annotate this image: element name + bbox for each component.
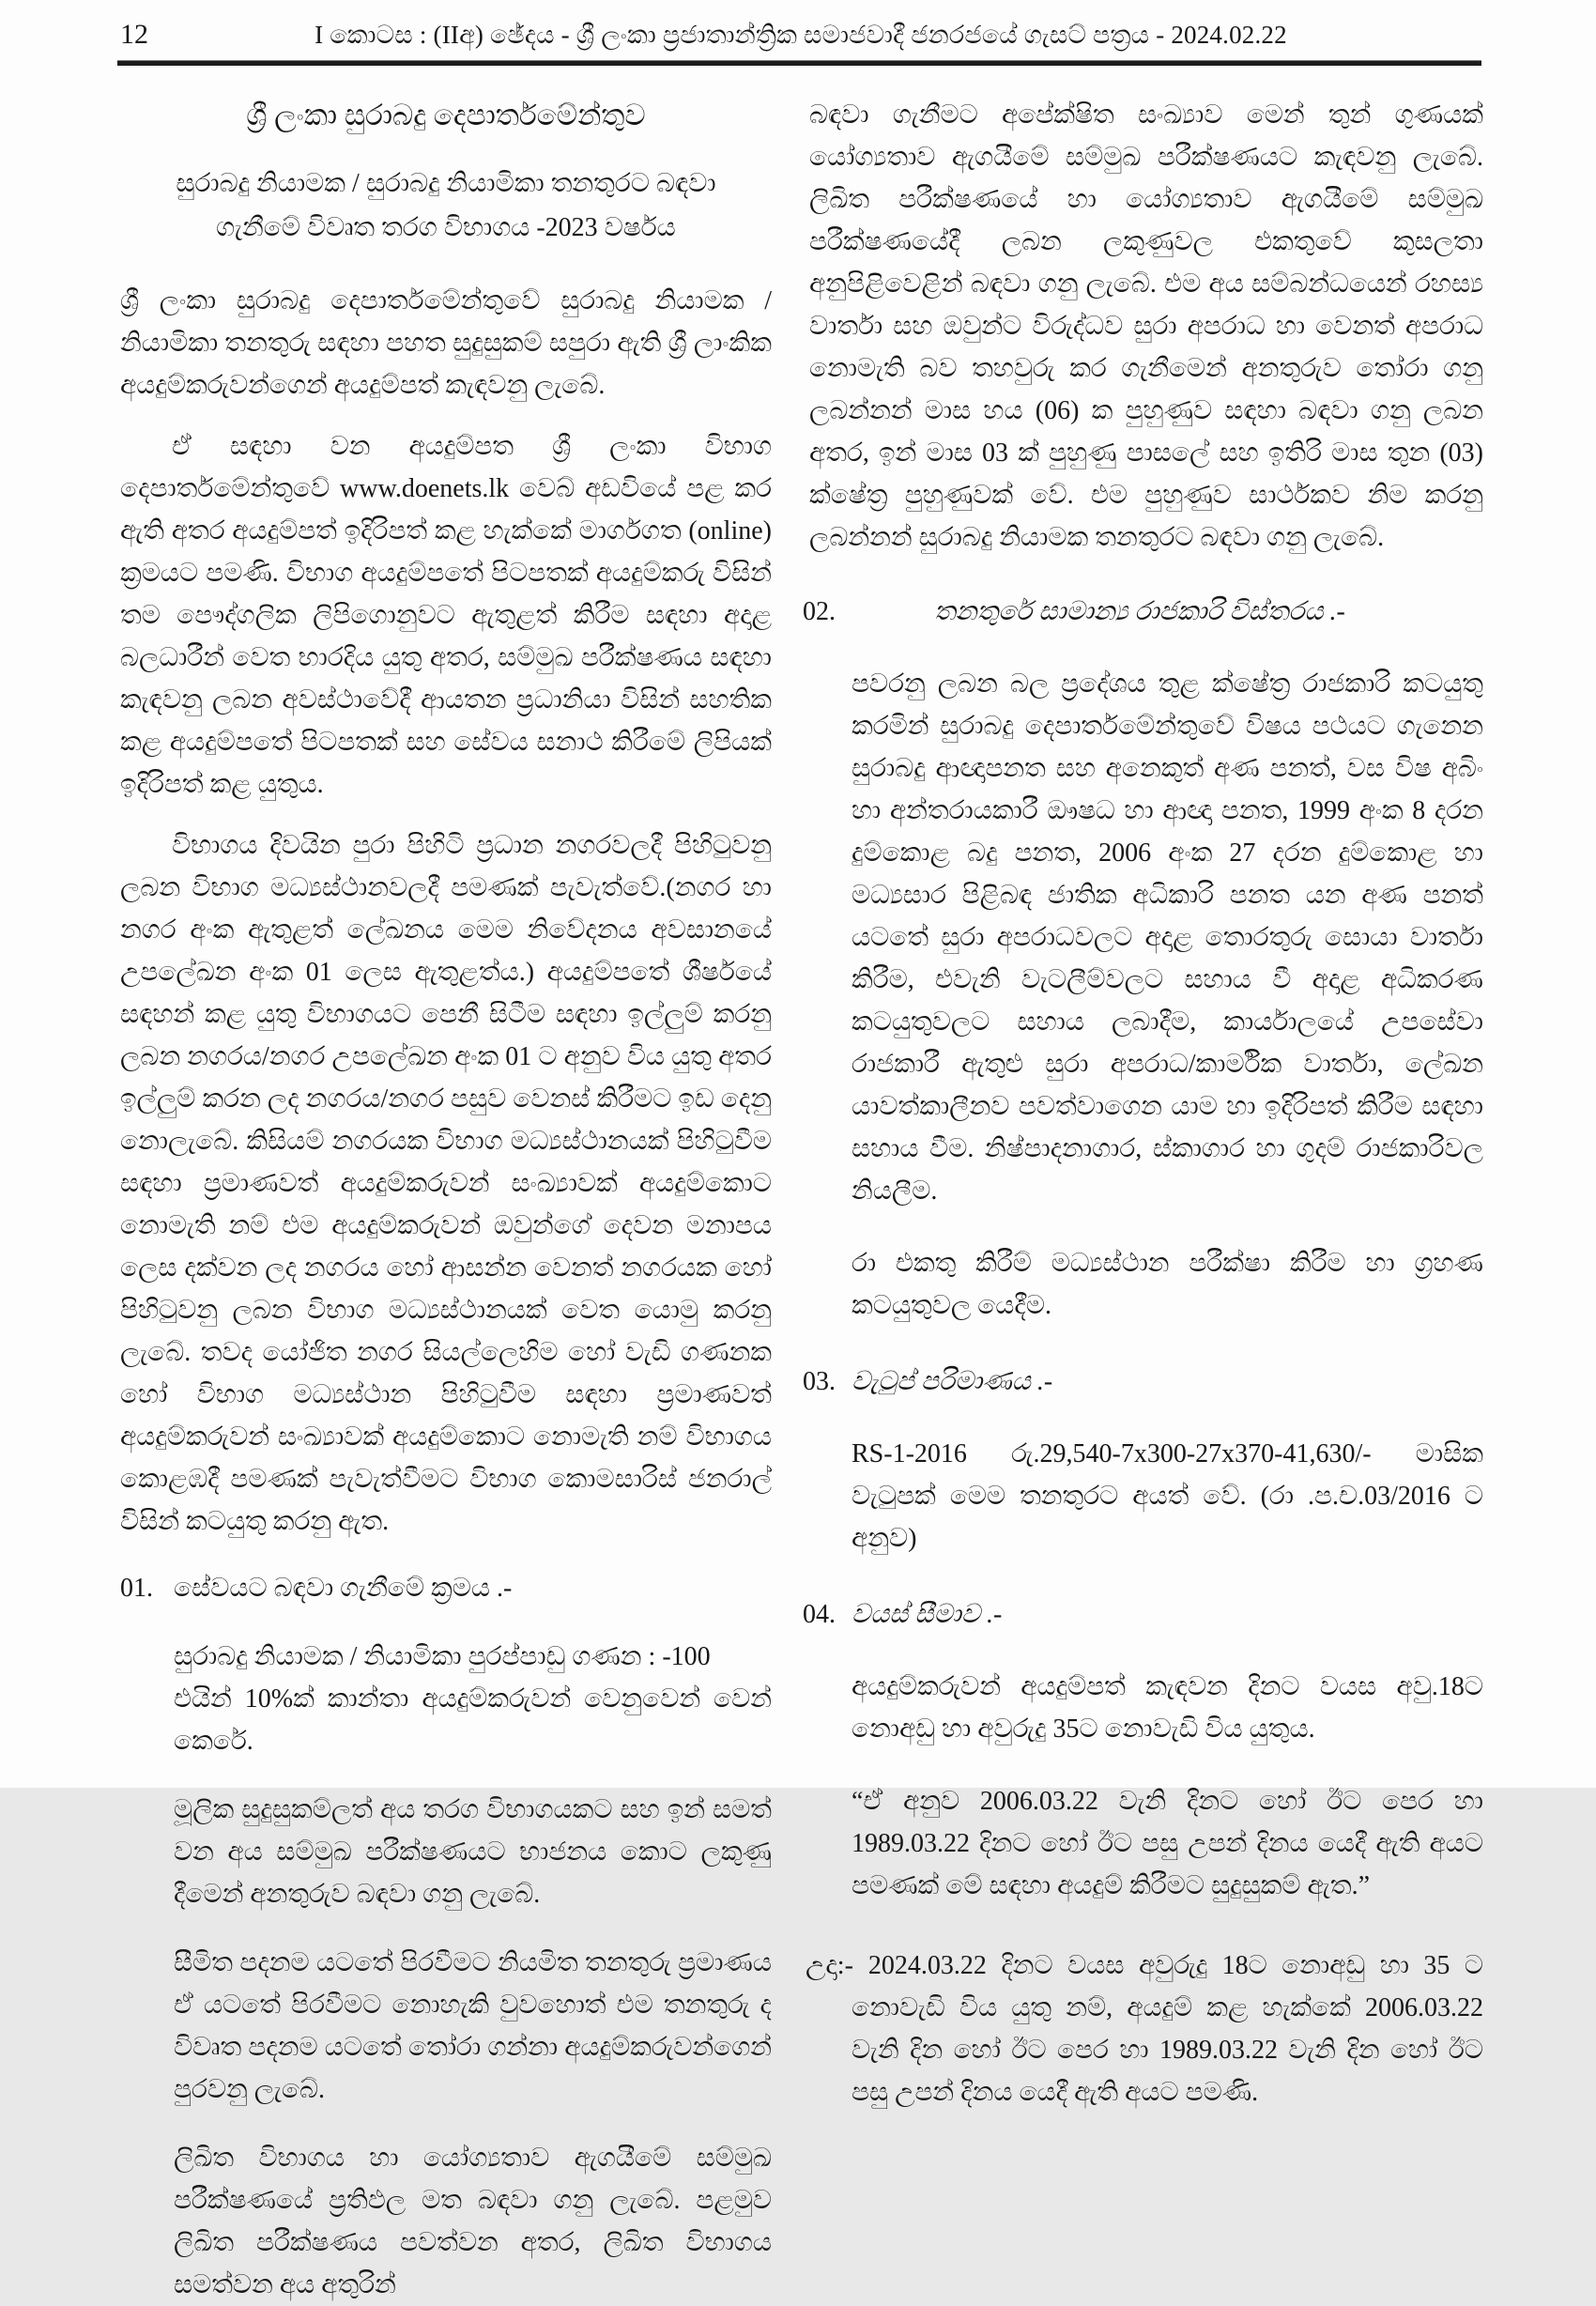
page-header [120, 19, 1481, 51]
toddy-centres-paragraph: රා එකතු කිරීම් මධ්‍යස්ථාන පරීක්ෂා කිරීම හා ග්‍රහණ කටයුතුවල යෙදීම. [852, 1249, 1483, 1320]
example-paragraph [806, 1945, 1483, 2114]
continuation-paragraph: බඳවා ගැනීමට අපේක්ෂිත සංඛ්‍යාව මෙන් තුන් ගුණයක් යෝග්‍යතාව ඇගයීමේ සම්මුඛ පරීක්ෂණයට කැඳවනු ලැබේ. ලිඛිත පරීක්ෂණයේ හා යෝග්‍යතාව ඇගයීමේ සම්මුඛ පරීක්ෂණයේදී ලබන ලකුණුවල එකතුවේ කුසලතා අනුපිළිවෙළින් බඳවා ගනු ලැබේ. එම අය සම්බන්ධයෙන් රහස්‍ය වාර්තා සහ ඔවුන්ට විරුද්ධව සුරා අපරාධ හා වෙනත් අපරාධ නොමැති බව තහවුරු කර ගැනීමෙන් අනතුරුව තෝරා ගනු ලබන්නන් මාස හය (06) ක පුහුණුව සඳහා බඳවා ගනු ලබන අතර, ඉන් මාස 03 ක් පුහුණු පාසලේ සහ ඉතිරි මාස තුන (03) ක්ෂේත්‍ර පුහුණුවක් වේ. එම පුහුණුව සාර්ථකව නිම කරනු ලබන්නන් සුරාබදු නියාමක තනතුරට බඳවා ගනු ලැබේ. [809, 100, 1483, 552]
age-limit-paragraph: අයදුම්කරුවන් අයදුම්පත් කැඳවන දිනට වයස අවු.18ට නොඅඩු හා අවුරුදු 35ට නොවැඩි විය යුතුය. [852, 1672, 1483, 1744]
section-03-number: 03. [803, 1367, 836, 1396]
intro-paragraph: ශ්‍රී ලංකා සුරාබදු දෙපාර්තමේන්තුවේ සුරාබදු නියාමක / නියාමිකා තනතුරු සඳහා පහත සුදුසුකම් සපුරා ඇති ශ්‍රී ලාංකික අයදුම්කරුවන්ගෙන් අයදුම්පත් කැඳවනු ලැබේ. [120, 286, 772, 400]
salary-scale-paragraph: RS-1-2016 රු.29,540-7x300-27x370-41,630/- මාසික වැටුපක් මෙම තනතුරට අයත් වේ. (රා .ප.ච.03/2016 ට අනුව) [852, 1439, 1483, 1553]
header-rule-divider [117, 60, 1481, 66]
page-number: 12 [120, 19, 148, 50]
limited-basis-paragraph: සීමිත පදනම යටතේ පිරවීමට නියමිත තනතුරු ප්‍රමාණය ඒ යටතේ පිරවීමට නොහැකි වුවහොත් එම තනතුරු ද විවෘත පදනම යටතේ තෝරා ගන්නා අයදුම්කරුවන්ගෙන් පුරවනු ලැබේ. [174, 1948, 772, 2104]
section-04-number: 04. [803, 1600, 836, 1629]
section-02-row [791, 591, 1483, 633]
right-column [791, 81, 1483, 2114]
left-column [120, 81, 772, 2306]
application-method-paragraph: ඒ සඳහා වන අයදුම්පත ශ්‍රී ලංකා විභාග දෙපාර්තමේන්තුවේ www.doenets.lk වෙබ් අඩවියේ පළ කර ඇති අතර අයදුම්පත් ඉදිරිපත් කළ හැක්කේ මාර්ගගත (online) ක්‍රමයට පමණි. විභාග අයදුම්පතේ පිටපතක් අයදුම්කරු විසින් තම පෞද්ගලික ලිපිගොනුවට ඇතුළත් කිරීම සඳහා අදාළ බලධාරීන් වෙත භාරදිය යුතු අතර, සම්මුඛ පරීක්ෂණය සඳහා කැඳවනු ලබන අවස්ථාවේදී ආයතන ප්‍රධානියා විසින් සහතික කළ අයදුම්පතේ පිටපතක් සහ සේවය සනාථ කිරීමේ ලිපියක් ඉදිරිපත් කළ යුතුය. [120, 432, 772, 799]
section-01-row [120, 1567, 772, 1609]
section-01-heading: සේවයට බඳවා ගැනීමේ ක්‍රමය .- [174, 1574, 513, 1603]
notice-subtitle [120, 161, 772, 250]
duties-paragraph: පවරනු ලබන බල ප්‍රදේශය තුළ ක්ෂේත්‍ර රාජකාරි කටයුතු කරමින් සුරාබදු දෙපාර්තමේන්තුවේ විෂය පථයට ගැනෙන සුරාබදු ආඥාපනත සහ අනෙකුත් අණ පනත්, වස විෂ අබිං හා අන්තරායකාරී ඖෂධ හා ආඥා පනත, 1999 අංක 8 දරන දුම්කොළ බදු පනත, 2006 අංක 27 දරන දුම්කොළ හා මධ්‍යසාර පිළිබඳ ජාතික අධිකාරි පනත යන අණ පනත් යටතේ සුරා අපරාධවලට අදාළ තොරතුරු සොයා වාර්තා කිරීම, එවැනි වැටලීම්වලට සහාය වී අදාළ අධිකරණ කටයුතුවලට සහාය ලබාදීම, කාර්යාලයේ උපසේවා රාජකාරී ඇතුළු සුරා අපරාධ/කාර්මික වාර්තා, ලේඛන යාවත්කාලීනව පවත්වාගෙන යාම හා ඉදිරිපත් කිරීම සඳහා සහාය වීම. නිෂ්පාදනාගාර, ස්කාගාර හා ගුදම් රාජකාරිවල නියලීම. [852, 669, 1483, 1206]
section-03-heading: වැටුප් පරිමාණය .- [852, 1367, 1053, 1396]
notice-subtitle-line2: ගැනීමේ විවෘත තරග විභාගය -2023 වර්ෂය [216, 213, 676, 242]
section-01-number: 01. [120, 1574, 153, 1603]
vacancy-count-line: සුරාබදු නියාමක / නියාමිකා පුරප්පාඩු ගණන : -100 [174, 1642, 711, 1671]
exam-centres-paragraph: විභාගය දිවයින පුරා පිහිටි ප්‍රධාන නගරවලදී පිහිටුවනු ලබන විභාග මධ්‍යස්ථානවලදී පමණක් පැවැත්වේ.(නගර හා නගර අංක ඇතුළත් ලේඛනය මෙම නිවේදනය අවසානයේ උපලේඛන අංක 01 ලෙස ඇතුළත්ය.) අයදුම්පතේ ශීර්ෂයේ සඳහන් කළ යුතු විභාගයට පෙනී සිටීම සඳහා ඉල්ලුම් කරනු ලබන නගරය/නගර උපලේඛන අංක 01 ට අනුව විය යුතු අතර ඉල්ලුම් කරන ලද නගරය/නගර පසුව වෙනස් කිරීමට ඉඩ දෙනු නොලැබේ. කිසියම් නගරයක විභාග මධ්‍යස්ථානයක් පිහිටුවීම සඳහා ප්‍රමාණවත් අයදුම්කරුවන් සංඛ්‍යාවක් අයදුම්කොට නොමැති නම් එම අයදුම්කරුවන් ඔවුන්ගේ දෙවන මනාපය ලෙස දක්වන ලද නගරය හෝ ආසන්න වෙනත් නගරයක හෝ පිහිටුවනු ලබන විභාග මධ්‍යස්ථානයක් වෙත යොමු කරනු ලැබේ. තවද යෝජිත නගර සියල්ලෙහිම හෝ වැඩි ගණනක හෝ විභාග මධ්‍යස්ථාන පිහිටුවීම සඳහා ප්‍රමාණවත් අයදුම්කරුවන් සංඛ්‍යාවක් අයදුම්කොට නොමැති නම් විභාගය කොළඹදී පමණක් පැවැත්වීමට විභාග කොමසාරිස් ජනරාල් විසින් කටයුතු කරනු ඇත. [120, 831, 772, 1536]
section-04-heading: වයස් සීමාව .- [852, 1600, 1003, 1629]
notice-subtitle-line1: සුරාබදු නියාමක / සුරාබදු නියාමිකා තනතුරට බඳවා [176, 169, 716, 198]
example-label: උදා:- [806, 1951, 853, 1980]
section-02-number: 02. [803, 597, 836, 626]
recruitment-basis-paragraph: මූලික සුදුසුකම්ලත් අය තරග විභාගයකට සහ ඉන් සමත් වන අය සම්මුඛ පරීක්ෂණයට භාජනය කොට ලකුණු දීමෙන් අනතුරුව බඳවා ගනු ලැබේ. [174, 1795, 772, 1909]
age-limit-quote: “ඒ අනුව 2006.03.22 වැනි දිනට හෝ ඊට පෙර හා 1989.03.22 දිනට හෝ ඊට පසු උපන් දිනය යෙදී ඇති අයට පමණක් මේ සඳහා අයදුම් කිරීමට සුදුසුකම් ඇත.” [852, 1787, 1483, 1900]
section-04-row [791, 1593, 1483, 1636]
vacancy-quota-note: එයින් 10%ක් කාන්තා අයදුම්කරුවන් වෙනුවෙන් වෙන් කෙරේ. [174, 1684, 772, 1756]
written-exam-paragraph: ලිඛිත විභාගය හා යෝග්‍යතාව ඇගයීමේ සම්මුඛ පරීක්ෂණයේ ප්‍රතිඵල මත බඳවා ගනු ලැබේ. පළමුව ලිඛිත පරීක්ෂණය පවත්වන අතර, ලිඛිත විභාගය සමත්වන අය අතුරින් [174, 2144, 772, 2299]
gazette-header-title: I කොටස : (IIඅ) ඡේදය - ශ්‍රී ලංකා ප්‍රජාතාන්ත්‍රික සමාජවාදී ජනරජයේ ගැසට් පත්‍රය - 2024.02.22 [315, 21, 1287, 49]
department-title: ශ්‍රී ලංකා සුරාබදු දෙපාර්තමේන්තුව [246, 99, 646, 131]
section-02-heading: තනතුරේ සාමාන්‍ය රාජකාරි විස්තරය .- [934, 597, 1345, 626]
section-03-row [791, 1361, 1483, 1403]
example-text: 2024.03.22 දිනට වයස අවුරුදු 18ට නොඅඩු හා 35 ට නොවැඩි විය යුතු නම්, අයදුම් කළ හැක්කේ 2006.03.22 වැනි දින හෝ ඊට පෙර හා 1989.03.22 වැනි දින හෝ ඊට පසු උපන් දිනය යෙදී ඇති අයට පමණි. [852, 1951, 1483, 2107]
